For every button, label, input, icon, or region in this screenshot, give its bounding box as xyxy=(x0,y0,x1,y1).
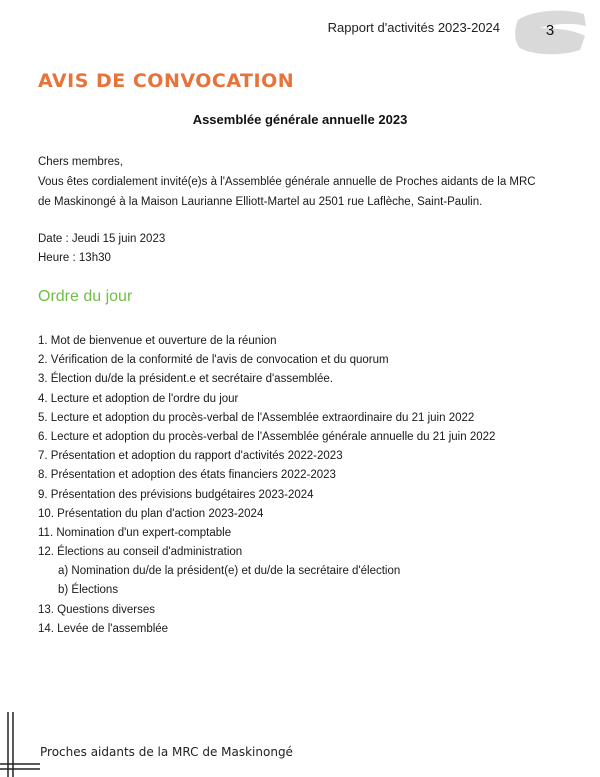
agenda-heading: Ordre du jour xyxy=(38,288,133,305)
agenda-subitem: a) Nomination du/de la président(e) et du/de la secrétaire d'élection xyxy=(58,565,401,578)
agenda-item: 13. Questions diverses xyxy=(38,603,155,616)
greeting: Chers membres, xyxy=(38,156,123,168)
agenda-item: 5. Lecture et adoption du procès-verbal de l'Assemblée extraordinaire du 21 juin 2022 xyxy=(38,411,475,424)
agenda-item: 11. Nomination d'un expert-comptable xyxy=(38,526,232,539)
meeting-time: Heure : 13h30 xyxy=(38,252,111,264)
intro-paragraph xyxy=(38,152,568,212)
meeting-details xyxy=(38,230,165,268)
meeting-date: Date : Jeudi 15 juin 2023 xyxy=(38,233,166,245)
agenda-item: 7. Présentation et adoption du rapport d'activités 2022-2023 xyxy=(38,450,343,463)
footer-decorative-lines xyxy=(0,712,40,777)
page-title: AVIS DE CONVOCATION xyxy=(38,70,295,92)
agenda-item: 12. Élections au conseil d'administration xyxy=(38,546,243,559)
agenda-item: 2. Vérification de la conformité de l'avis de convocation et du quorum xyxy=(38,354,389,367)
page-number-badge xyxy=(512,6,588,58)
page-number: 3 xyxy=(545,22,555,39)
agenda-list xyxy=(38,332,495,639)
agenda-item: 1. Mot de bienvenue et ouverture de la réunion xyxy=(38,335,277,347)
agenda-item: 3. Élection du/de la président.e et secrétaire d'assemblée. xyxy=(38,373,333,386)
agenda-item: 14. Levée de l'assemblée xyxy=(38,622,169,635)
agenda-item: 4. Lecture et adoption de l'ordre du jour xyxy=(38,392,239,405)
agenda-item: 8. Présentation et adoption des états financiers 2022-2023 xyxy=(38,469,336,482)
report-header-title: Rapport d'activités 2023-2024 xyxy=(327,20,500,35)
agenda-item: 9. Présentation des prévisions budgétaires 2023-2024 xyxy=(38,488,314,501)
agenda-subitem: b) Élections xyxy=(58,584,119,597)
meeting-subtitle: Assemblée générale annuelle 2023 xyxy=(192,112,408,127)
agenda-item: 6. Lecture et adoption du procès-verbal de l'Assemblée générale annuelle du 21 juin 2022 xyxy=(38,430,496,443)
intro-line-1: Vous êtes cordialement invité(e)s à l'Assemblée générale annuelle de Proches aidants de la MRC xyxy=(38,176,536,188)
intro-line-2: de Maskinongé à la Maison Laurianne Elliott-Martel au 2501 rue Laflèche, Saint-Paulin. xyxy=(38,196,483,208)
footer-organization: Proches aidants de la MRC de Maskinongé xyxy=(40,745,293,759)
agenda-item: 10. Présentation du plan d'action 2023-2024 xyxy=(38,507,264,520)
